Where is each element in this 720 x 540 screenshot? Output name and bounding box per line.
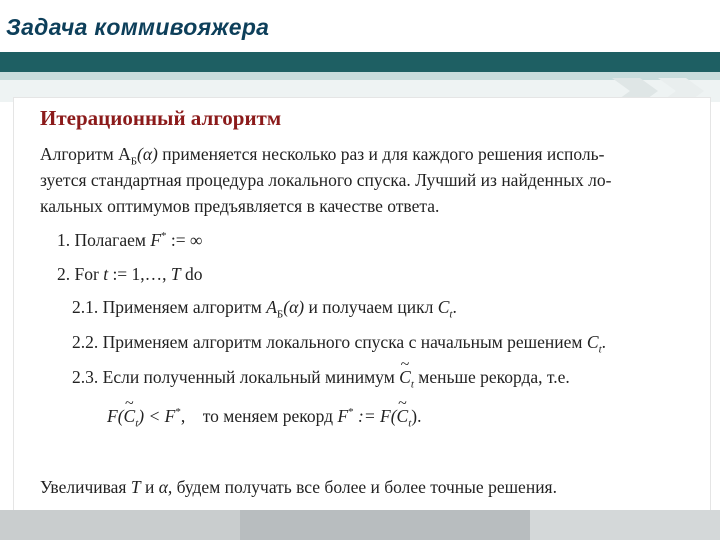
cond-C2: ~ C bbox=[397, 406, 409, 427]
step-2-text: 2. For bbox=[57, 264, 99, 284]
footer-segment bbox=[530, 510, 720, 540]
cond-rhs: ) < F bbox=[138, 406, 176, 426]
step-2-2-csub: t bbox=[598, 343, 602, 356]
step-2-1-end: . bbox=[452, 297, 457, 317]
condition-line bbox=[107, 406, 422, 430]
cond-F: F bbox=[337, 406, 349, 426]
step-1 bbox=[57, 230, 203, 251]
conclusion-rest: будем получать все более и более точные решения. bbox=[176, 477, 557, 497]
step-2-2-C: C bbox=[586, 332, 599, 352]
conclusion-T: T bbox=[130, 477, 141, 497]
intro-line-2: зуется стандартная процедура локального спуска. Лучший из найденных ло- bbox=[40, 170, 612, 190]
step-1-sup: * bbox=[161, 230, 167, 243]
cond-fsup: * bbox=[348, 406, 354, 419]
step-1-var: F bbox=[150, 230, 162, 250]
conclusion-alpha: α, bbox=[158, 477, 173, 497]
cond-csub2: t bbox=[408, 417, 412, 430]
cond-assign: := F( bbox=[353, 406, 397, 426]
step-2-1-rest: и получаем цикл bbox=[304, 297, 438, 317]
step-2-2 bbox=[72, 332, 606, 356]
step-2-1-arg: (α) bbox=[283, 297, 305, 317]
step-2-2-end: . bbox=[601, 332, 606, 352]
step-2-1-C: C bbox=[437, 297, 450, 317]
intro-algo-sub: Б bbox=[130, 155, 138, 168]
intro-algo-label: Алгоритм A bbox=[40, 144, 131, 164]
step-2-2-text: 2.2. Применяем алгоритм локального спуска с начальным решением bbox=[72, 332, 587, 352]
cond-close: ). bbox=[411, 406, 422, 426]
cond-comma: , bbox=[180, 406, 186, 426]
step-2-T: T bbox=[170, 264, 181, 284]
intro-algo-arg: (α) bbox=[137, 144, 158, 164]
step-1-rest: := ∞ bbox=[166, 230, 203, 250]
conclusion-pre: Увеличивая bbox=[40, 477, 127, 497]
step-2-mid: := 1,…, bbox=[108, 264, 171, 284]
header-band bbox=[0, 52, 720, 72]
cond-csub: t bbox=[135, 417, 139, 430]
cond-then: то меняем рекорд bbox=[202, 406, 334, 426]
cond-lhs: F( bbox=[107, 406, 124, 426]
step-2-3-text: 2.3. Если полученный локальный минимум bbox=[72, 367, 400, 387]
step-2-1-text: 2.1. Применяем алгоритм bbox=[72, 297, 262, 317]
step-2-3-csub: t bbox=[410, 378, 414, 391]
cond-sup: * bbox=[175, 406, 181, 419]
step-2-3-end: меньше рекорда, т.е. bbox=[413, 367, 570, 387]
intro-line-3: кальных оптимумов предъявляется в качестве ответа. bbox=[40, 196, 440, 216]
step-2 bbox=[57, 264, 203, 285]
step-2-1-sub: Б bbox=[276, 308, 284, 321]
conclusion bbox=[40, 477, 557, 498]
step-2-end: do bbox=[180, 264, 203, 284]
step-2-var: t bbox=[103, 264, 109, 284]
step-1-text: 1. Полагаем bbox=[57, 230, 146, 250]
step-2-1-csub: t bbox=[449, 308, 453, 321]
header-title: Задача коммивояжера bbox=[6, 14, 270, 40]
intro-line-1 bbox=[40, 144, 604, 168]
step-2-1-algo: A bbox=[266, 297, 277, 317]
intro-line-1-text: применяется несколько раз и для каждого решения исполь- bbox=[162, 144, 605, 164]
step-2-1 bbox=[72, 297, 457, 321]
cond-C: ~ C bbox=[124, 406, 136, 427]
step-2-3 bbox=[72, 367, 570, 391]
conclusion-and: и bbox=[144, 477, 155, 497]
footer-segment bbox=[240, 510, 530, 540]
section-title: Итерационный алгоритм bbox=[40, 106, 282, 130]
step-2-3-C: ~ C bbox=[399, 367, 411, 388]
